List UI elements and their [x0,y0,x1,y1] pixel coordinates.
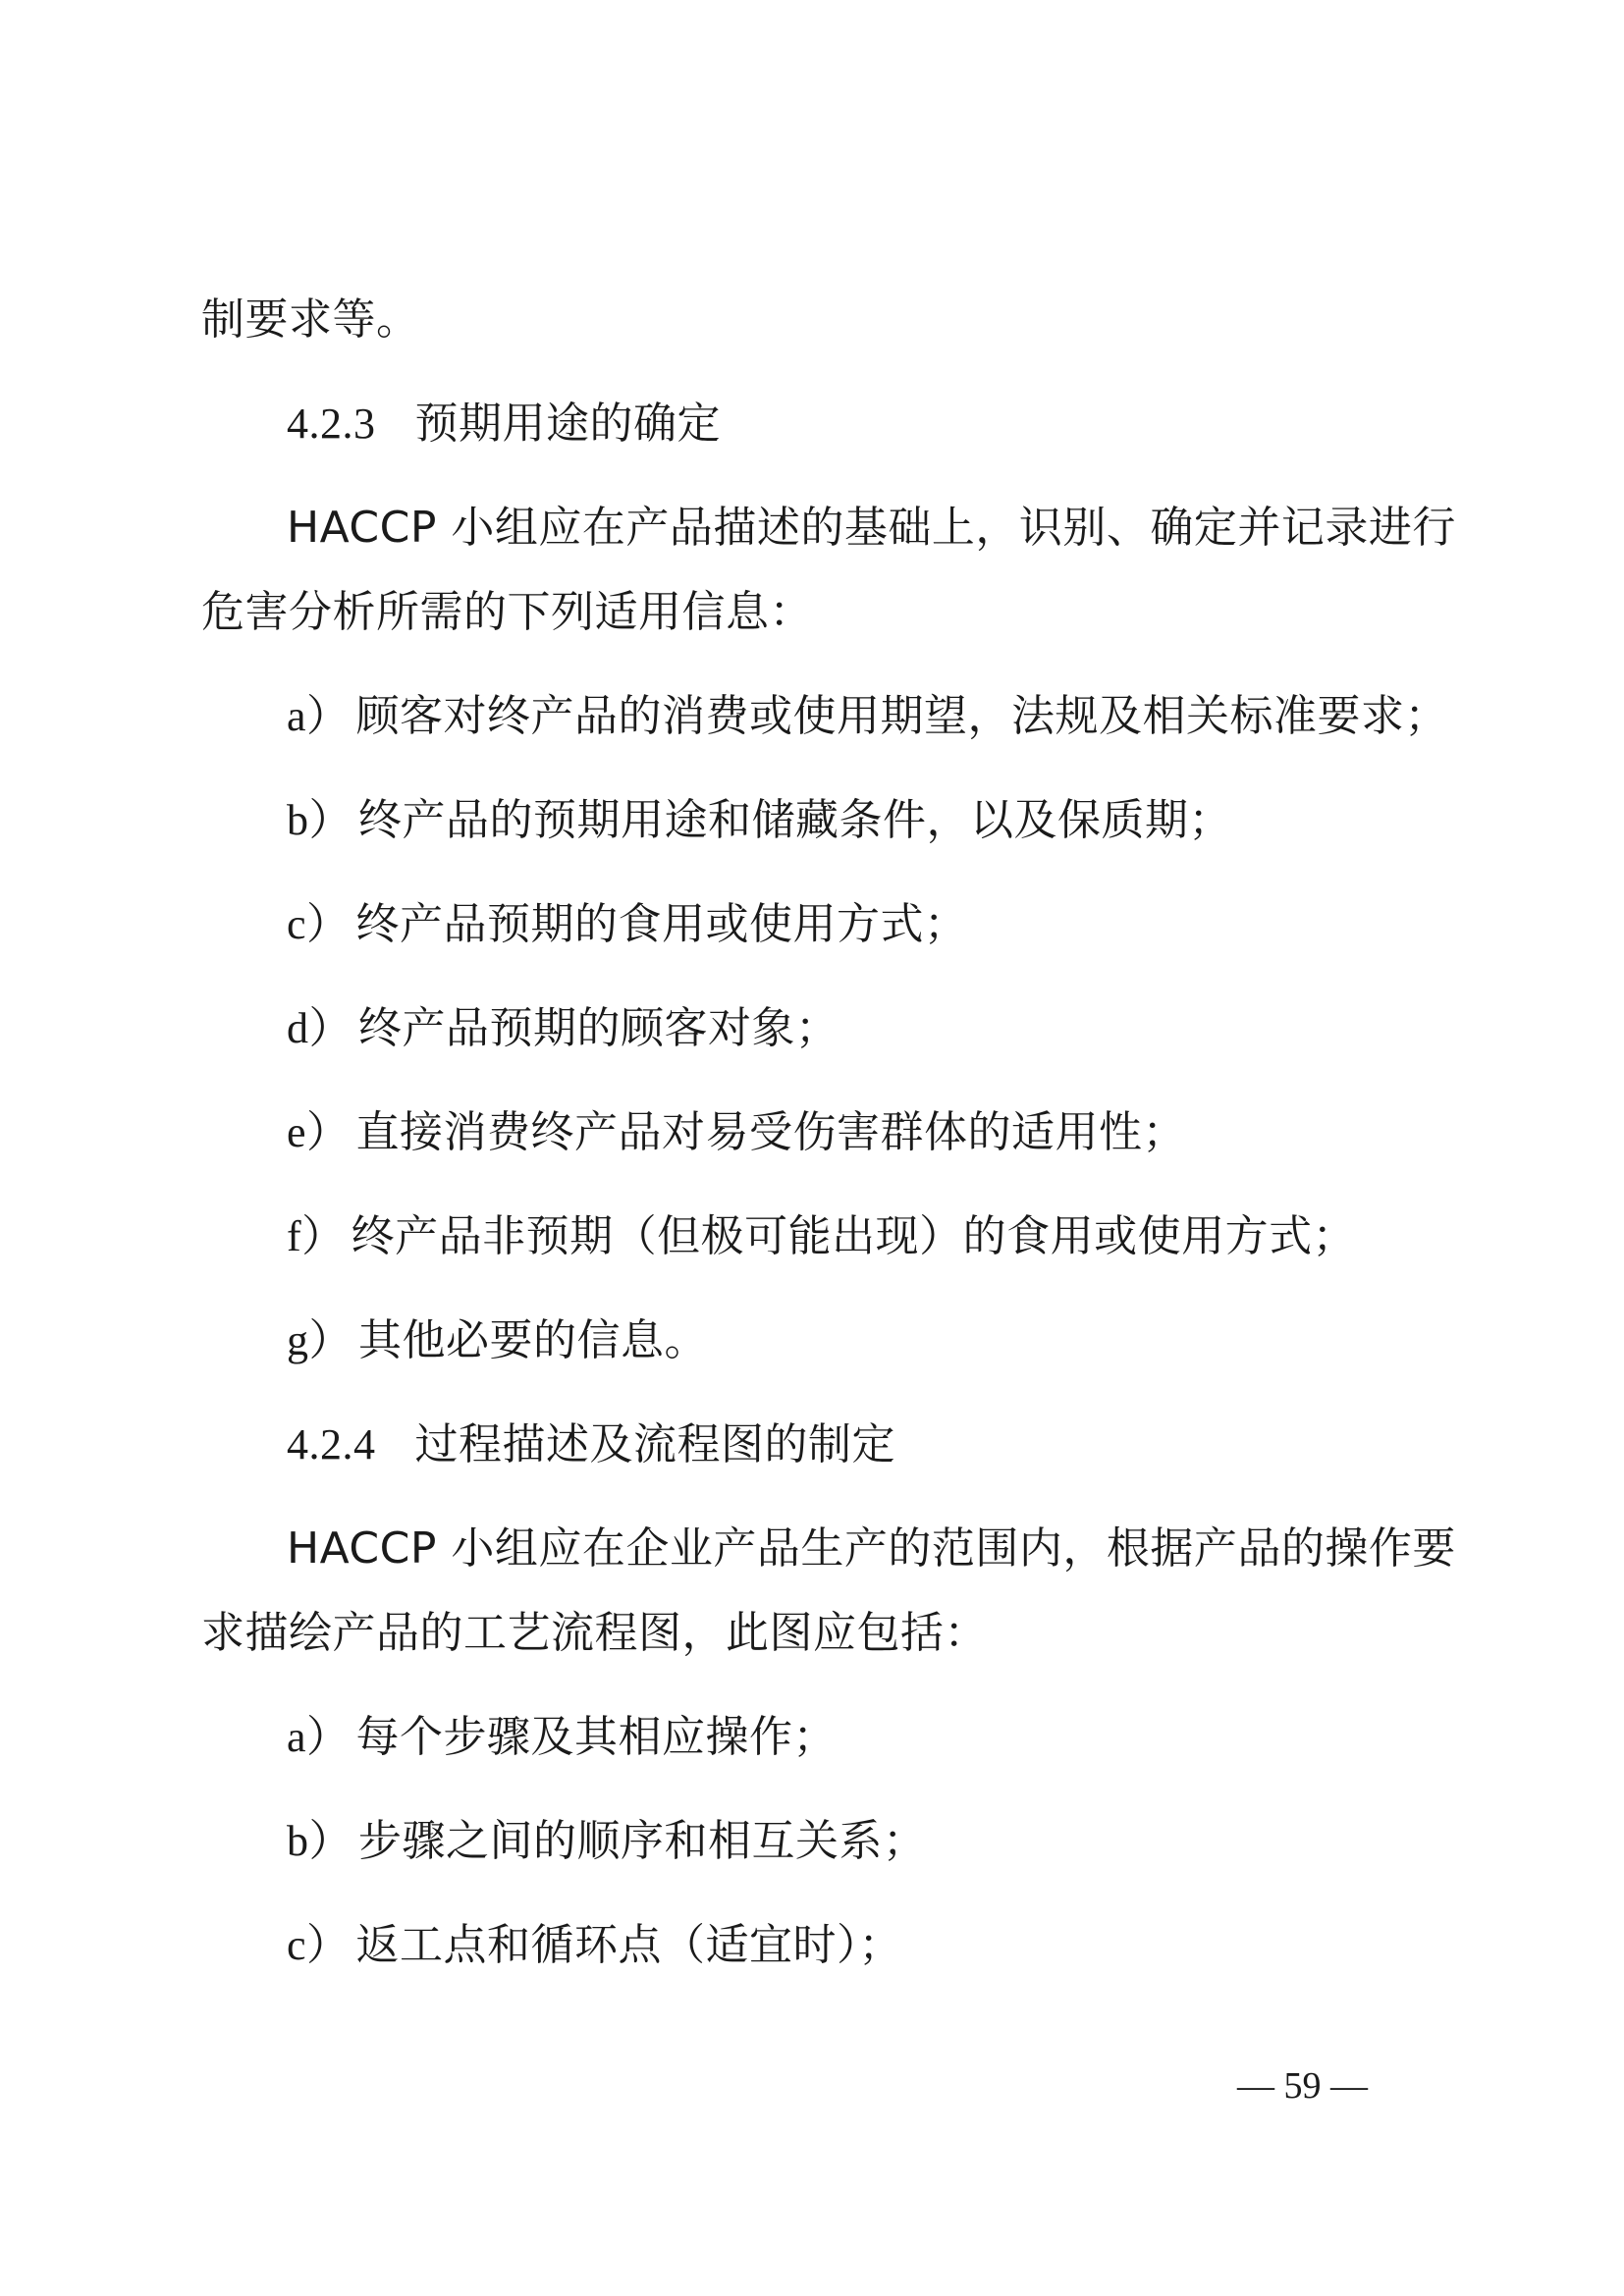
list-item-label: c） [287,900,351,948]
list-item [287,1916,902,1975]
section-number: 4.2.4 [287,1420,376,1468]
section-title: 过程描述及流程图的制定 [414,1419,895,1469]
list-item-text: 顾客对终产品的消费或使用期望，法规及相关标准要求； [355,691,1449,741]
paragraph-line: HACCP 小组应在企业产品生产的范围内，根据产品的操作要 [287,1523,1456,1574]
list-item-label: f） [287,1212,346,1260]
list-item-text: 其他必要的信息。 [358,1315,708,1365]
section-heading-4-2-4 [287,1415,895,1474]
list-item-label: b） [287,796,352,844]
paragraph-line: 危害分析所需的下列适用信息： [201,587,813,637]
paragraph-line: HACCP 小组应在产品描述的基础上，识别、确定并记录进行 [287,503,1456,553]
list-item-text: 终产品预期的食用或使用方式； [355,899,968,949]
list-item [287,1207,1356,1266]
list-item-label: b） [287,1817,352,1865]
list-item-label: g） [287,1316,352,1364]
list-item [287,1812,927,1871]
page-number: — 59 — [1237,2065,1368,2107]
list-item-label: a） [287,692,351,740]
list-item-label: d） [287,1004,352,1052]
section-heading-4-2-3 [287,395,721,454]
list-item-text: 直接消费终产品对易受伤害群体的适用性； [355,1107,1187,1157]
list-item-label: e） [287,1108,351,1156]
list-item-text: 终产品的预期用途和储藏条件，以及保质期； [358,795,1232,845]
list-item [287,687,1448,746]
list-item-text: 步骤之间的顺序和相互关系； [358,1816,927,1866]
paragraph-continuation: 制要求等。 [201,294,420,345]
section-number: 4.2.3 [287,400,376,448]
list-item-text: 终产品非预期（但极可能出现）的食用或使用方式； [351,1211,1357,1261]
list-item-label: a） [287,1713,351,1761]
list-item-text: 终产品预期的顾客对象； [358,1003,839,1053]
paragraph-line: 求描绘产品的工艺流程图，此图应包括： [201,1608,988,1658]
list-item [287,1103,1186,1162]
list-item [287,895,968,954]
list-item-text: 每个步骤及其相应操作； [355,1712,838,1762]
list-item [287,1311,708,1370]
list-item [287,1708,837,1767]
section-title: 预期用途的确定 [414,399,721,449]
list-item [287,791,1232,850]
list-item [287,999,839,1058]
list-item-label: c） [287,1921,351,1969]
list-item-text: 返工点和循环点（适宜时）； [355,1920,903,1970]
